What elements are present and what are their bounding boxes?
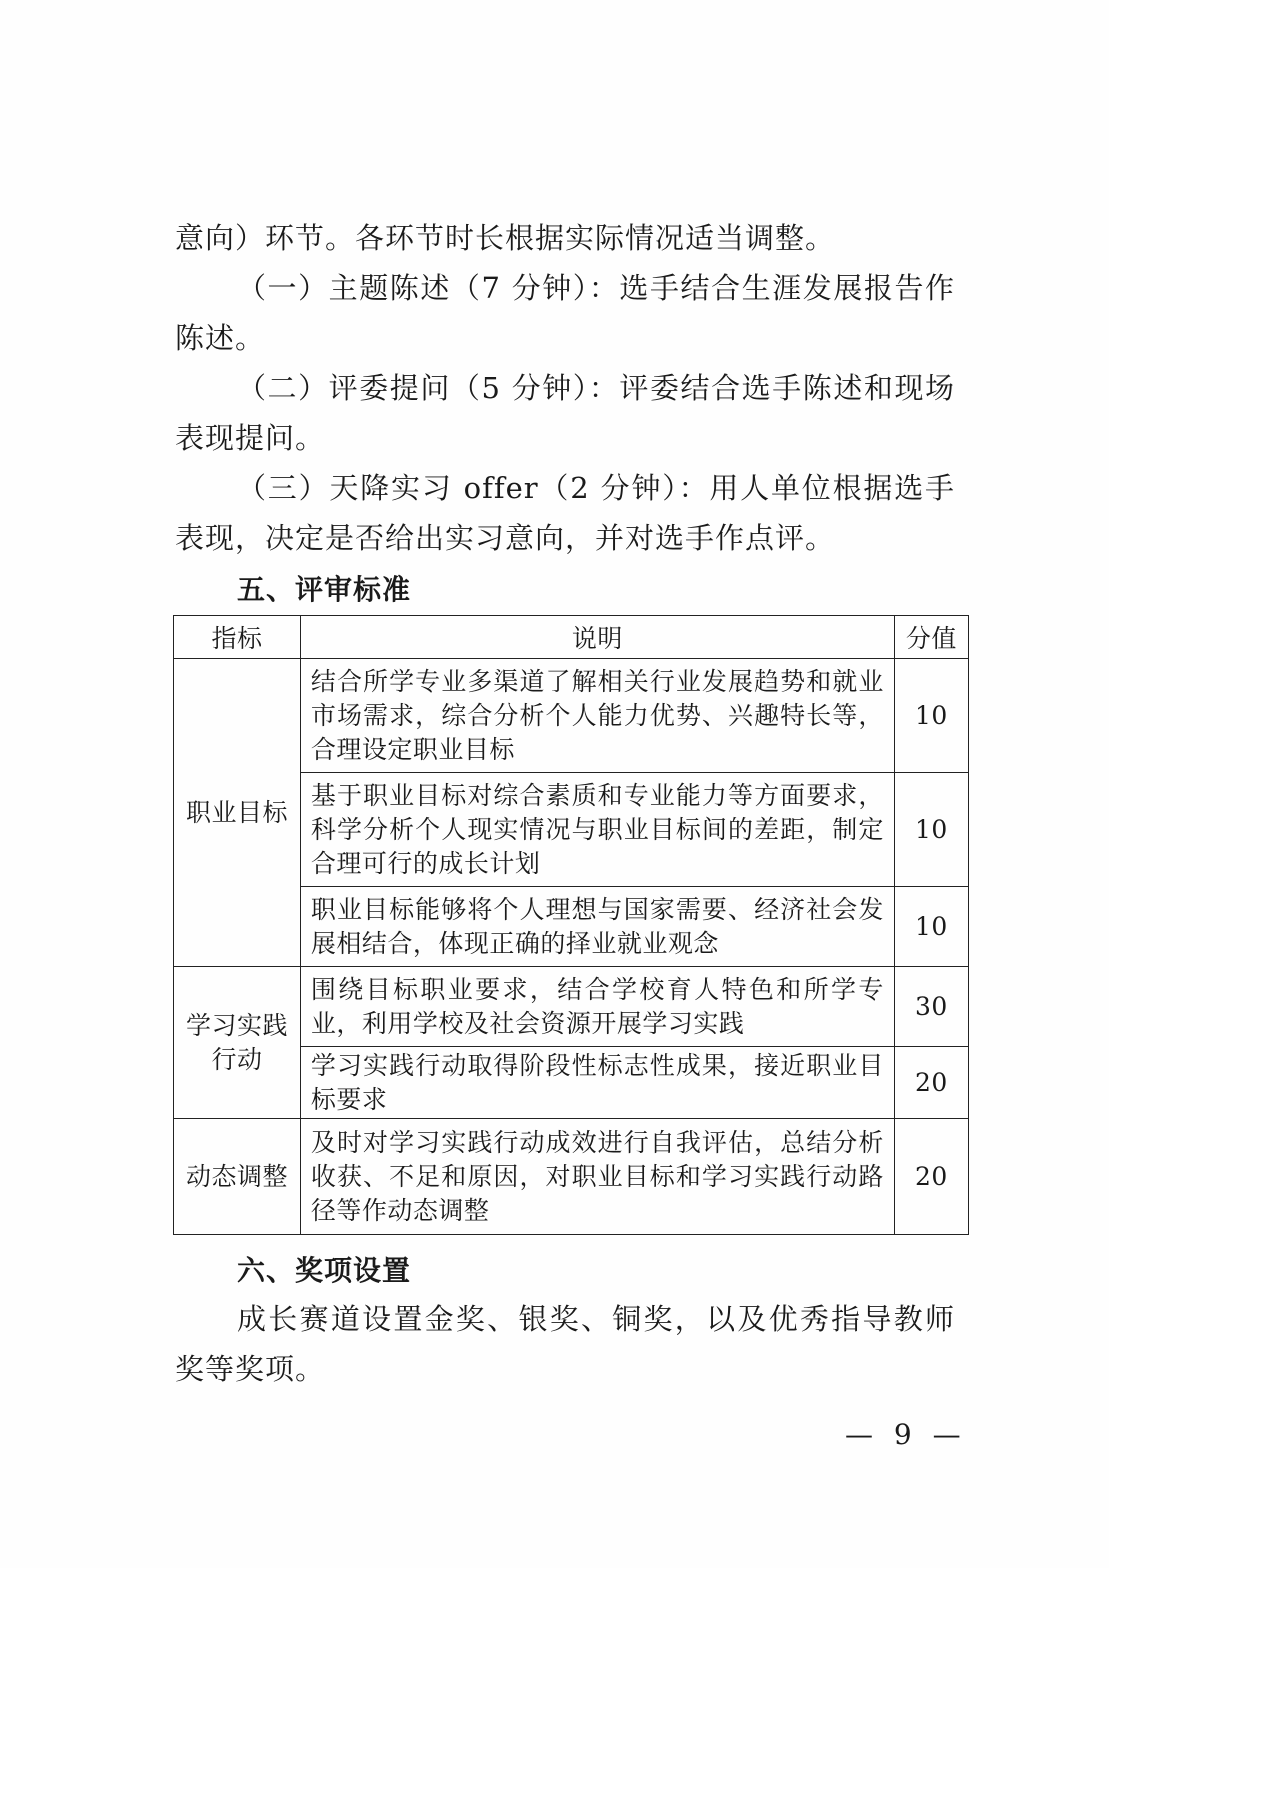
criterion-description: 围绕目标职业要求，结合学校育人特色和所学专业，利用学校及社会资源开展学习实践 [300, 967, 894, 1047]
paragraph-intro: 意向）环节。各环节时长根据实际情况适当调整。 [175, 221, 836, 255]
criterion-description: 及时对学习实践行动成效进行自我评估，总结分析收获、不足和原因，对职业目标和学习实践行动路径等作动态调整 [300, 1119, 894, 1235]
criterion-score: 20 [894, 1047, 968, 1119]
paragraph-judge-questions: （二）评委提问（5 分钟）：评委结合选手陈述和现场表现提问。 [175, 371, 955, 455]
paragraph-internship-offer: （三）天降实习 offer（2 分钟）：用人单位根据选手表现，决定是否给出实习意向，并对选手作点评。 [175, 471, 955, 555]
criterion-description: 基于职业目标对综合素质和专业能力等方面要求，科学分析个人现实情况与职业目标间的差距，制定合理可行的成长计划 [300, 773, 894, 887]
indicator-learning-practice: 学习实践行动 [174, 967, 301, 1119]
criterion-score: 10 [894, 773, 968, 887]
section-heading-awards: 六、奖项设置 [237, 1254, 412, 1287]
table-row [174, 967, 969, 1047]
criterion-score: 10 [894, 659, 968, 773]
criterion-score: 30 [894, 967, 968, 1047]
indicator-career-goal: 职业目标 [174, 659, 301, 967]
section-heading-criteria: 五、评审标准 [237, 573, 412, 606]
page-number: — 9 — [845, 1418, 967, 1451]
criteria-table [173, 615, 969, 1235]
header-indicator: 指标 [174, 616, 301, 659]
paragraph-theme-statement: （一）主题陈述（7 分钟）：选手结合生涯发展报告作陈述。 [175, 271, 955, 355]
criterion-description: 结合所学专业多渠道了解相关行业发展趋势和就业市场需求，综合分析个人能力优势、兴趣特长等，合理设定职业目标 [300, 659, 894, 773]
header-score: 分值 [894, 616, 968, 659]
criterion-description: 职业目标能够将个人理想与国家需要、经济社会发展相结合，体现正确的择业就业观念 [300, 887, 894, 967]
criterion-score: 10 [894, 887, 968, 967]
table-row [174, 659, 969, 773]
criterion-description: 学习实践行动取得阶段性标志性成果，接近职业目标要求 [300, 1047, 894, 1119]
table-row [174, 1119, 969, 1235]
paragraph-awards: 成长赛道设置金奖、银奖、铜奖，以及优秀指导教师奖等奖项。 [175, 1302, 955, 1386]
table-header-row [174, 616, 969, 659]
criterion-score: 20 [894, 1119, 968, 1235]
indicator-dynamic-adjustment: 动态调整 [174, 1119, 301, 1235]
header-description: 说明 [300, 616, 894, 659]
